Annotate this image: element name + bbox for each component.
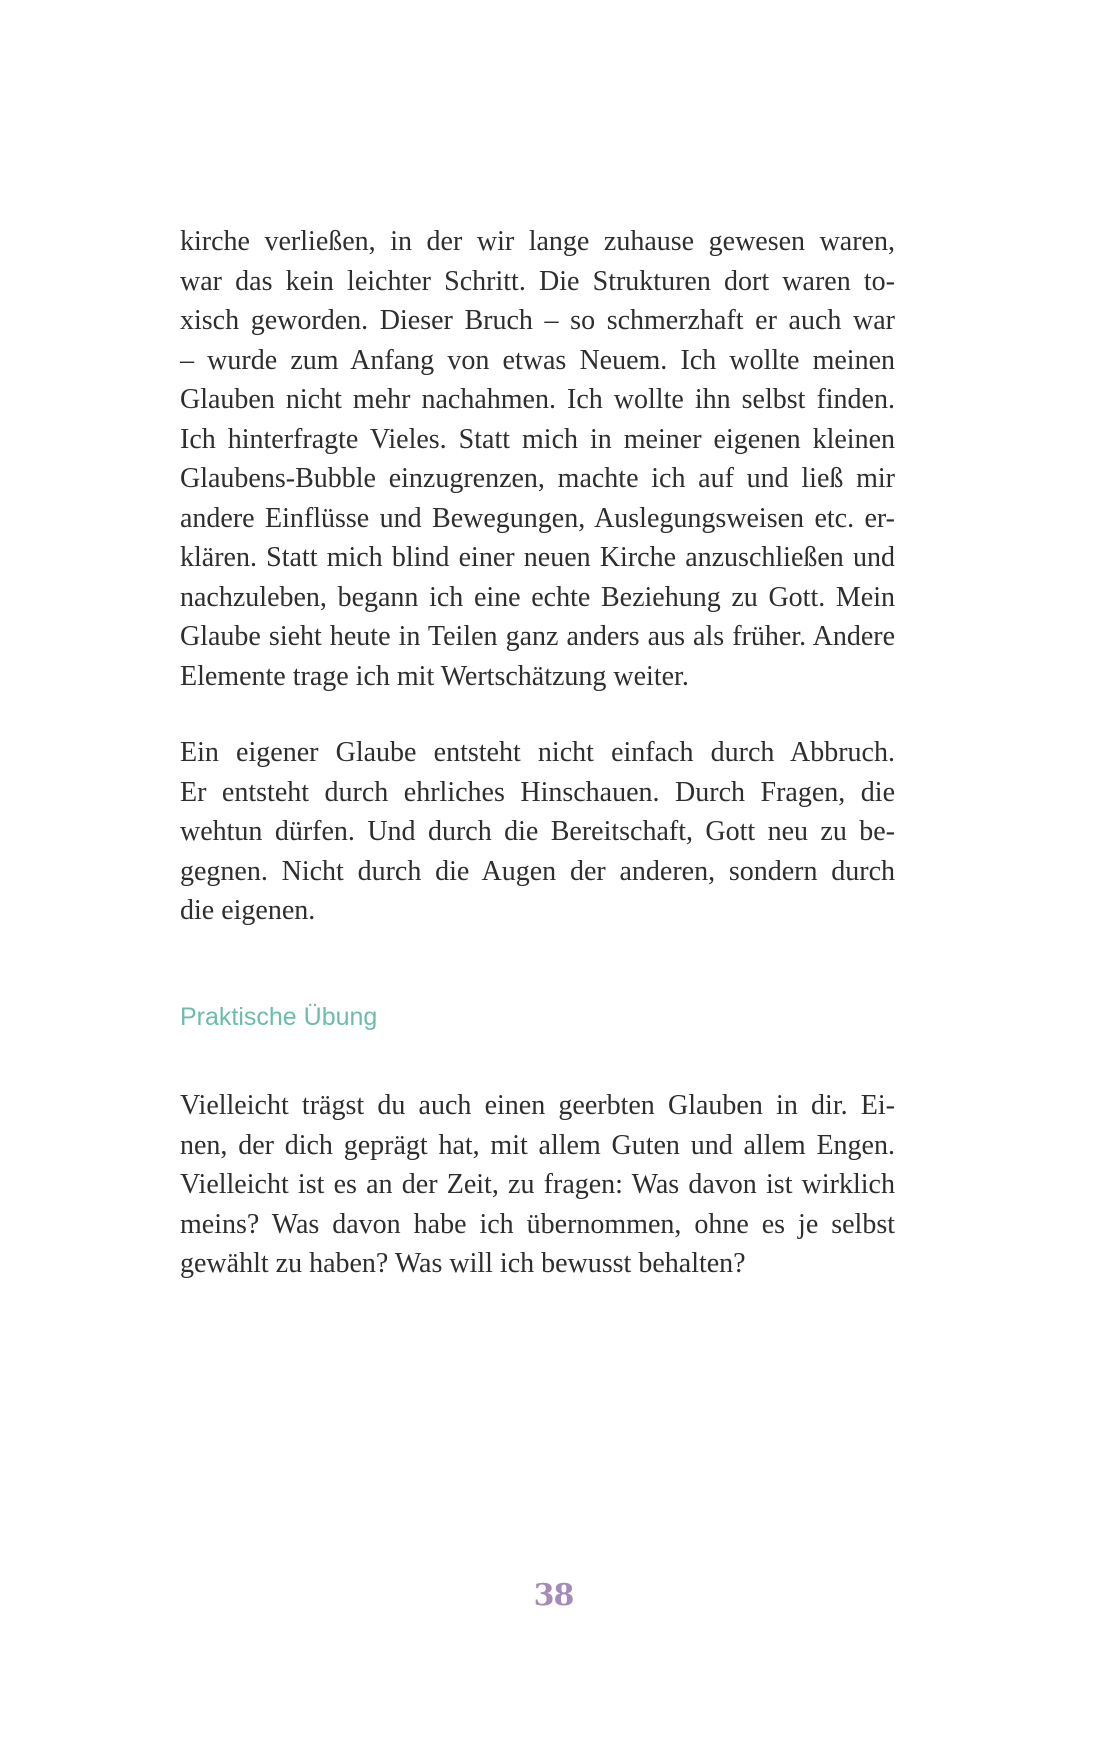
text-line: nen, der dich geprägt hat, mit allem Guten und allem Engen. bbox=[180, 1129, 895, 1161]
body-paragraph bbox=[180, 733, 895, 931]
text-line: Er entsteht durch ehrliches Hinschauen. Durch Fragen, die bbox=[180, 776, 895, 808]
section-heading: Praktische Übung bbox=[180, 1003, 378, 1031]
text-line: klären. Statt mich blind einer neuen Kirche anzuschließen und bbox=[180, 542, 895, 573]
text-line: Vielleicht trägst du auch einen geerbten Glauben in dir. Ei- bbox=[180, 1090, 895, 1121]
text-line: xisch geworden. Dieser Bruch – so schmerzhaft er auch war bbox=[180, 305, 895, 336]
text-line: andere Einflüsse und Bewegungen, Auslegungsweisen etc. er- bbox=[180, 502, 895, 534]
text-line: gewählt zu haben? Was will ich bewusst behalten? bbox=[180, 1248, 746, 1279]
body-paragraph bbox=[180, 1086, 895, 1284]
text-line: kirche verließen, in der wir lange zuhause gewesen waren, bbox=[180, 226, 895, 257]
text-line: Ein eigener Glaube entsteht nicht einfach durch Abbruch. bbox=[180, 737, 895, 768]
text-line: Glaubens-Bubble einzugrenzen, machte ich auf und ließ mir bbox=[180, 463, 895, 494]
text-line: die eigenen. bbox=[180, 895, 316, 926]
text-line: – wurde zum Anfang von etwas Neuem. Ich wollte meinen bbox=[180, 344, 895, 376]
text-line: war das kein leichter Schritt. Die Strukturen dort waren to- bbox=[180, 265, 895, 297]
text-line: meins? Was davon habe ich übernommen, ohne es je selbst bbox=[180, 1208, 895, 1240]
text-line: Elemente trage ich mit Wertschätzung weiter. bbox=[180, 660, 689, 692]
text-line: Ich hinterfragte Vieles. Statt mich in meiner eigenen kleinen bbox=[180, 423, 895, 455]
page-number: 38 bbox=[533, 1578, 574, 1613]
text-line: wehtun dürfen. Und durch die Bereitschaft, Gott neu zu be- bbox=[180, 816, 895, 847]
text-line: Vielleicht ist es an der Zeit, zu fragen: Was davon ist wirklich bbox=[180, 1169, 895, 1200]
text-line: Glaube sieht heute in Teilen ganz anders aus als früher. Andere bbox=[180, 621, 895, 652]
body-paragraph bbox=[180, 222, 895, 696]
text-line: nachzuleben, begann ich eine echte Beziehung zu Gott. Mein bbox=[180, 581, 895, 613]
text-line: gegnen. Nicht durch die Augen der anderen, sondern durch bbox=[180, 855, 895, 887]
text-line: Glauben nicht mehr nachahmen. Ich wollte ihn selbst finden. bbox=[180, 384, 895, 415]
